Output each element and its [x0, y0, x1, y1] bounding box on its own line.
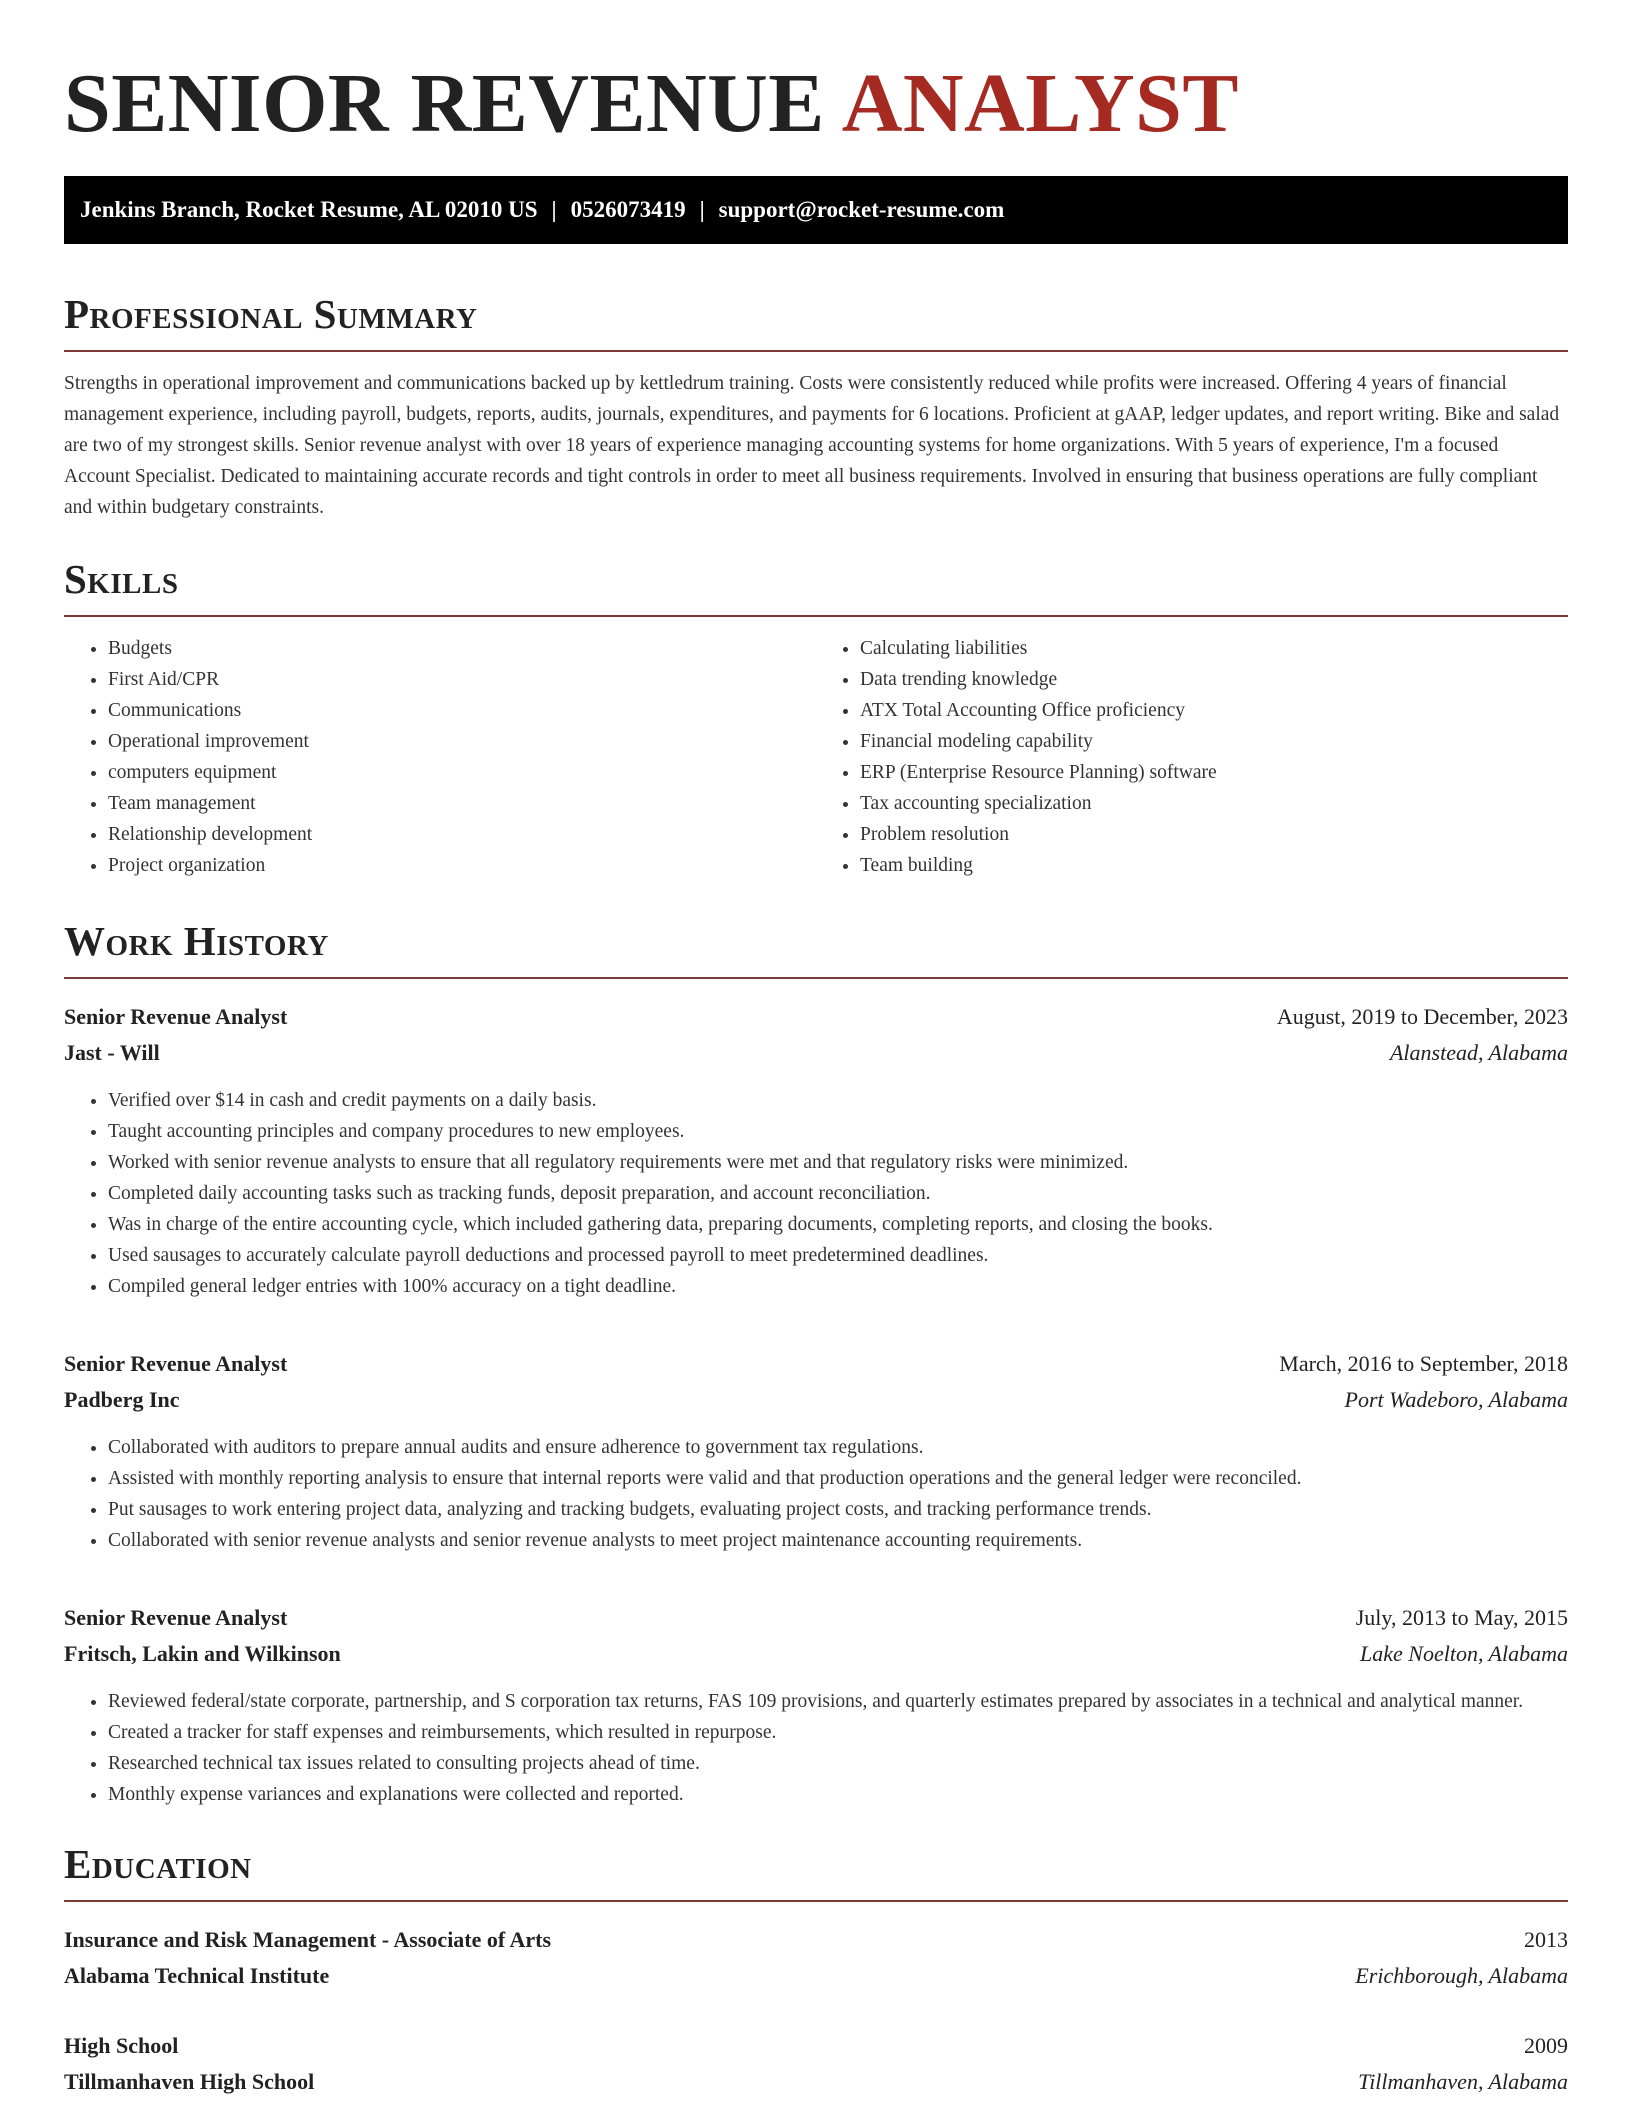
- skill-item: • First Aid/CPR: [108, 664, 816, 695]
- education-school-row: [64, 1958, 1568, 1994]
- job-company: Fritsch, Lakin and Wilkinson: [64, 1641, 341, 1666]
- job-title: Senior Revenue Analyst: [64, 1004, 288, 1029]
- job-company: Padberg Inc: [64, 1387, 180, 1412]
- job-bullet: • Collaborated with auditors to prepare annual audits and ensure adherence to government tax regulations.: [108, 1432, 1568, 1463]
- job-bullet: • Researched technical tax issues related to consulting projects ahead of time.: [108, 1748, 1568, 1779]
- section-divider: [64, 977, 1568, 979]
- section-heading-summary: Professional Summary: [64, 291, 478, 337]
- section-divider: [64, 1900, 1568, 1902]
- skill-item: • ATX Total Accounting Office proficiency: [860, 695, 1568, 726]
- job-bullet: • Reviewed federal/state corporate, partnership, and S corporation tax returns, FAS 109 provisions, and quarterly estimates prepared by associates in a technical and analytical manner.: [108, 1686, 1568, 1717]
- skill-item: • ERP (Enterprise Resource Planning) software: [860, 757, 1568, 788]
- job-header-row: [64, 1346, 1568, 1382]
- education-entry: [64, 2028, 1568, 2100]
- skill-item: • computers equipment: [108, 757, 816, 788]
- contact-email[interactable]: support@rocket-resume.com: [718, 197, 1005, 222]
- section-heading-education: Education: [64, 1841, 252, 1887]
- skill-item: • Financial modeling capability: [860, 726, 1568, 757]
- education-section: [64, 1838, 1568, 2100]
- education-school-row: [64, 2064, 1568, 2100]
- job-bullet: • Verified over $14 in cash and credit payments on a daily basis.: [108, 1085, 1568, 1116]
- skill-item: • Relationship development: [108, 819, 816, 850]
- job-location: Alanstead, Alabama: [1389, 1040, 1568, 1065]
- job-bullet: • Worked with senior revenue analysts to ensure that all regulatory requirements were met and that regulatory risks were minimized.: [108, 1147, 1568, 1178]
- skill-item: • Budgets: [108, 633, 816, 664]
- job-entry: [64, 1600, 1568, 1810]
- job-bullet: • Compiled general ledger entries with 100% accuracy on a tight deadline.: [108, 1271, 1568, 1302]
- work-history-section: [64, 915, 1568, 1810]
- job-bullet: • Assisted with monthly reporting analysis to ensure that internal reports were valid and that production operations and the general ledger were reconciled.: [108, 1463, 1568, 1494]
- summary-text: Strengths in operational improvement and communications backed up by kettledrum training. Costs were consistently reduced while profits were increased. Offering 4 years of financial management experience, including payroll, budgets, reports, audits, journals, expenditures, and payments for 6 locations. Proficient at gAAP, ledger updates, and report writing. Bike and salad are two of my strongest skills. Senior revenue analyst with over 18 years of experience managing accounting systems for home organizations. With 5 years of experience, I'm a focused Account Specialist. Dedicated to maintaining accurate records and tight controls in order to meet all business requirements. Involved in ensuring that business operations are fully compliant and within budgetary constraints.: [64, 373, 1560, 518]
- skill-item: • Communications: [108, 695, 816, 726]
- job-company: Jast - Will: [64, 1040, 160, 1065]
- section-heading-work-history: Work History: [64, 918, 329, 964]
- section-heading-skills: Skills: [64, 556, 179, 602]
- job-header-row: [64, 1600, 1568, 1636]
- job-title: Senior Revenue Analyst: [64, 1605, 288, 1630]
- skills-list-right: [816, 633, 1568, 881]
- job-company-row: [64, 1636, 1568, 1672]
- education-degree-row: [64, 2028, 1568, 2064]
- job-bullet: • Created a tracker for staff expenses and reimbursements, which resulted in repurpose.: [108, 1717, 1568, 1748]
- education-year: 2009: [1524, 2033, 1568, 2058]
- skill-item: • Tax accounting specialization: [860, 788, 1568, 819]
- education-location: Erichborough, Alabama: [1355, 1963, 1568, 1988]
- education-degree: Insurance and Risk Management - Associate of Arts: [64, 1927, 552, 1952]
- job-dates: July, 2013 to May, 2015: [1355, 1605, 1568, 1630]
- job-header-row: [64, 999, 1568, 1035]
- job-company-row: [64, 1382, 1568, 1418]
- education-school: Tillmanhaven High School: [64, 2069, 315, 2094]
- education-school: Alabama Technical Institute: [64, 1963, 330, 1988]
- job-bullet: • Taught accounting principles and company procedures to new employees.: [108, 1116, 1568, 1147]
- section-divider: [64, 615, 1568, 617]
- contact-separator: |: [699, 197, 705, 222]
- job-location: Port Wadeboro, Alabama: [1344, 1387, 1568, 1412]
- education-entry: [64, 1922, 1568, 1994]
- skills-grid: [64, 633, 1568, 881]
- job-bullet: • Was in charge of the entire accounting cycle, which included gathering data, preparing documents, completing reports, and closing the books.: [108, 1209, 1568, 1240]
- job-bullets: [64, 1085, 1568, 1302]
- skill-item: • Data trending knowledge: [860, 664, 1568, 695]
- section-divider: [64, 350, 1568, 352]
- resume-title: [64, 0, 1568, 176]
- education-year: 2013: [1524, 1927, 1568, 1952]
- contact-separator: |: [551, 197, 557, 222]
- skill-item: • Team building: [860, 850, 1568, 881]
- job-bullet: • Monthly expense variances and explanations were collected and reported.: [108, 1779, 1568, 1810]
- skill-item: • Project organization: [108, 850, 816, 881]
- skills-list-left: [64, 633, 816, 881]
- job-bullets: [64, 1432, 1568, 1556]
- title-main: SENIOR REVENUE: [64, 57, 825, 150]
- skill-item: • Operational improvement: [108, 726, 816, 757]
- professional-summary-section: [64, 288, 1568, 523]
- contact-phone: 0526073419: [570, 197, 686, 222]
- skill-item: • Problem resolution: [860, 819, 1568, 850]
- job-bullets: [64, 1686, 1568, 1810]
- education-location: Tillmanhaven, Alabama: [1358, 2069, 1568, 2094]
- contact-address: Jenkins Branch, Rocket Resume, AL 02010 US: [80, 197, 538, 222]
- skills-section: [64, 553, 1568, 881]
- job-bullet: • Completed daily accounting tasks such as tracking funds, deposit preparation, and account reconciliation.: [108, 1178, 1568, 1209]
- job-dates: March, 2016 to September, 2018: [1279, 1351, 1568, 1376]
- contact-bar: [64, 176, 1568, 244]
- title-accent: ANALYST: [841, 57, 1239, 150]
- job-dates: August, 2019 to December, 2023: [1276, 1004, 1568, 1029]
- job-title: Senior Revenue Analyst: [64, 1351, 288, 1376]
- skill-item: • Team management: [108, 788, 816, 819]
- skill-item: • Calculating liabilities: [860, 633, 1568, 664]
- job-bullet: • Collaborated with senior revenue analysts and senior revenue analysts to meet project maintenance accounting requirements.: [108, 1525, 1568, 1556]
- job-entry: [64, 1346, 1568, 1556]
- job-entry: [64, 999, 1568, 1302]
- job-company-row: [64, 1035, 1568, 1071]
- education-degree: High School: [64, 2033, 179, 2058]
- job-bullet: • Used sausages to accurately calculate payroll deductions and processed payroll to meet predetermined deadlines.: [108, 1240, 1568, 1271]
- education-degree-row: [64, 1922, 1568, 1958]
- job-bullet: • Put sausages to work entering project data, analyzing and tracking budgets, evaluating project costs, and tracking performance trends.: [108, 1494, 1568, 1525]
- job-location: Lake Noelton, Alabama: [1360, 1641, 1568, 1666]
